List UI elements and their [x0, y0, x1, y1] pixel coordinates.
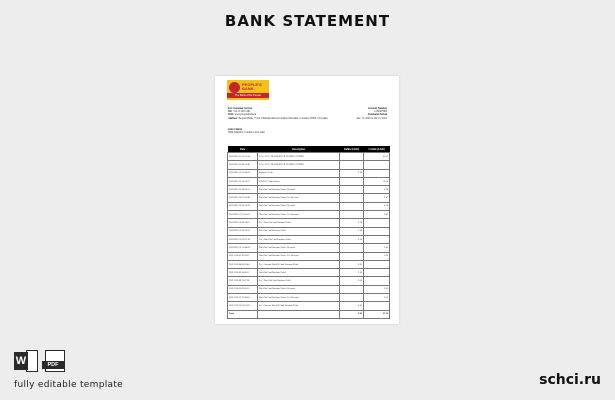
table-row	[228, 277, 390, 285]
row-credit: 4.38	[364, 202, 390, 210]
web-value: www.peoplesbank.lk	[234, 113, 257, 117]
page-number: Page 1/1	[378, 317, 387, 320]
table-row	[228, 194, 390, 202]
row-credit	[364, 227, 390, 235]
row-date: 2020-DEC-26 10:15:29	[228, 202, 258, 210]
table-row	[228, 153, 390, 161]
row-date: 2020-DEC-16 15:35:14	[228, 153, 258, 161]
row-description: Non Gift Card Purchase Debit - Reversal	[258, 285, 340, 293]
col-debits: Debits (LKR)	[340, 146, 364, 153]
total-credit: 87.28	[364, 310, 390, 318]
row-debit: 3.00	[340, 169, 364, 177]
row-date: 2020-DEC-28 09:58:07	[228, 219, 258, 227]
row-description: Fee - Non Gift Card Purchase Debit	[258, 219, 340, 227]
transactions-table	[227, 146, 390, 319]
row-credit: 2.00	[364, 285, 390, 293]
row-credit	[364, 161, 390, 169]
page-title: BANK STATEMENT	[224, 12, 391, 30]
row-date: 2020-DEC-20 11:48:03	[228, 169, 258, 177]
row-description: Fee - Account Non-US Fund Purchase Debit	[258, 260, 340, 268]
table-row	[228, 285, 390, 293]
holder-name: John Citizen	[228, 128, 243, 131]
row-credit: 0.47	[364, 194, 390, 202]
row-description: Non Gift Card Purchase Debit - Reversal	[258, 186, 340, 194]
logo-name: PEOPLE'S BANK	[242, 82, 262, 91]
row-debit	[340, 161, 364, 169]
row-date: 2021-JAN-12 17:38:26	[228, 294, 258, 302]
row-date: 2020-DEC-27 13:41:52	[228, 211, 258, 219]
row-debit: 0.50	[340, 219, 364, 227]
pdf-file-icon	[45, 350, 65, 372]
table-row	[228, 235, 390, 243]
row-debit	[340, 153, 364, 161]
logo-emblem-icon	[229, 82, 240, 93]
row-description: PAYPAL* John Citizen	[258, 177, 340, 185]
statement-period-label: Statement Period	[367, 113, 387, 117]
table-row	[228, 252, 390, 260]
row-credit: 0.47	[364, 211, 390, 219]
total-row	[228, 310, 390, 318]
row-date: 2020-DEC-29 16:20:33	[228, 227, 258, 235]
row-date: 2020-DEC-18 09:12:40	[228, 161, 258, 169]
row-credit: 0.50	[364, 252, 390, 260]
col-description: Description	[258, 146, 340, 153]
col-credits: Credits (LKR)	[364, 146, 390, 153]
row-debit	[340, 211, 364, 219]
table-row	[228, 244, 390, 252]
row-description: Non Gift Card Purchase Debit	[258, 227, 340, 235]
row-description: Non Gift Card Purchase Debit - Reversal	[258, 244, 340, 252]
row-credit	[364, 277, 390, 285]
table-row	[228, 177, 390, 185]
row-date: 2021-JAN-10 09:03:55	[228, 285, 258, 293]
row-credit	[364, 302, 390, 310]
holder-address: 1890 John Rd, Colombo, Sri Lanka	[228, 131, 265, 135]
row-date: 2020-DEC-22 08:30:11	[228, 186, 258, 194]
logo-tagline: The Bank of the People	[227, 93, 269, 98]
row-description: PCS CA/CC TRANSFER CR TO JOHN CITIZEN	[258, 161, 340, 169]
table-row	[228, 169, 390, 177]
table-row	[228, 260, 390, 268]
row-credit	[364, 269, 390, 277]
address-value: Peoples Bank, 75 Sir Chittampalam A Gardiner Mawatha, Colombo 00200, Sri Lanka	[238, 116, 328, 120]
row-description: Fee - Account Non-US Fund Purchase Debit	[258, 302, 340, 310]
row-debit	[340, 202, 364, 210]
row-description: Non Gift Card Purchase Debit - Fee Reversal	[258, 211, 340, 219]
row-credit	[364, 260, 390, 268]
table-row	[228, 227, 390, 235]
customer-service-heading: For Customer Service	[228, 107, 253, 110]
row-debit	[340, 294, 364, 302]
statement-period: Dec 15, 2020 to Jan 15, 2021	[356, 116, 387, 120]
table-row	[228, 186, 390, 194]
account-block	[337, 107, 387, 120]
table-row	[228, 202, 390, 210]
row-description: Non Gift Card Purchase Debit - Reversal	[258, 202, 340, 210]
web-label: Web:	[228, 113, 234, 117]
row-date: 2021-JAN-02 10:33:21	[228, 252, 258, 260]
row-debit: 2.00	[340, 269, 364, 277]
account-holder	[228, 128, 348, 134]
row-credit: 3.00	[364, 244, 390, 252]
row-credit: 0.50	[364, 294, 390, 302]
row-debit	[340, 252, 364, 260]
row-credit	[364, 235, 390, 243]
row-date: 2020-DEC-30 12:07:18	[228, 235, 258, 243]
row-debit	[340, 285, 364, 293]
row-description: Non Gift Card Purchase Debit - Fee Reversal	[258, 252, 340, 260]
row-debit	[340, 177, 364, 185]
total-debit: 8.60	[340, 310, 364, 318]
statement-document	[215, 76, 399, 324]
row-date: 2021-JAN-04 08:19:44	[228, 260, 258, 268]
tel-label: Tel:	[228, 110, 233, 114]
row-debit: 0.50	[340, 277, 364, 285]
row-credit: 45.57	[364, 153, 390, 161]
table-row	[228, 294, 390, 302]
row-credit	[364, 219, 390, 227]
table-row	[228, 219, 390, 227]
row-credit	[364, 169, 390, 177]
row-date: 2020-DEC-21 14:22:57	[228, 177, 258, 185]
row-description: PCS CA/CC TRANSFER CR TO JOHN CITIZEN	[258, 153, 340, 161]
row-description: Fee - Non Gift Card Purchase Debit	[258, 277, 340, 285]
account-number-label: Account Number	[367, 107, 387, 110]
row-date: 2021-JAN-06 14:56:12	[228, 269, 258, 277]
row-credit: 70.16	[364, 177, 390, 185]
address-label: Address:	[228, 116, 238, 120]
row-debit	[340, 186, 364, 194]
pdf-label: PDF	[42, 361, 64, 369]
row-debit: 0.05	[340, 302, 364, 310]
row-date: 2021-JAN-14 13:12:09	[228, 302, 258, 310]
tel-value: +94 11 248 1481	[232, 110, 251, 114]
row-debit: 0.05	[340, 260, 364, 268]
word-doc-icon	[14, 350, 38, 372]
row-debit	[340, 244, 364, 252]
word-letter: W	[14, 352, 28, 370]
row-date: 2020-DEC-31 15:44:59	[228, 244, 258, 252]
table-row	[228, 302, 390, 310]
account-number: 1234567890	[374, 110, 387, 114]
row-description: Non Gift Card Purchase Debit	[258, 269, 340, 277]
row-description: Payment Credit	[258, 169, 340, 177]
customer-service-block	[228, 107, 348, 120]
col-date: Date	[228, 146, 258, 153]
total-spacer	[258, 310, 340, 318]
editable-caption: fully editable template	[14, 380, 123, 390]
row-description: Non Gift Card Purchase Debit - Fee Reversal	[258, 194, 340, 202]
row-description: Non Gift Card Purchase Debit - Fee Reversal	[258, 294, 340, 302]
row-debit: 0.50	[340, 235, 364, 243]
row-date: 2021-JAN-08 11:27:38	[228, 277, 258, 285]
row-debit: 3.00	[340, 227, 364, 235]
table-row	[228, 161, 390, 169]
row-credit: 4.38	[364, 186, 390, 194]
total-label: Total	[228, 310, 258, 318]
table-row	[228, 211, 390, 219]
site-brand: schci.ru	[539, 372, 601, 388]
row-description: Fee - Non Gift Card Purchase Debit	[258, 235, 340, 243]
row-date: 2020-DEC-24 17:05:46	[228, 194, 258, 202]
row-debit	[340, 194, 364, 202]
table-row	[228, 269, 390, 277]
